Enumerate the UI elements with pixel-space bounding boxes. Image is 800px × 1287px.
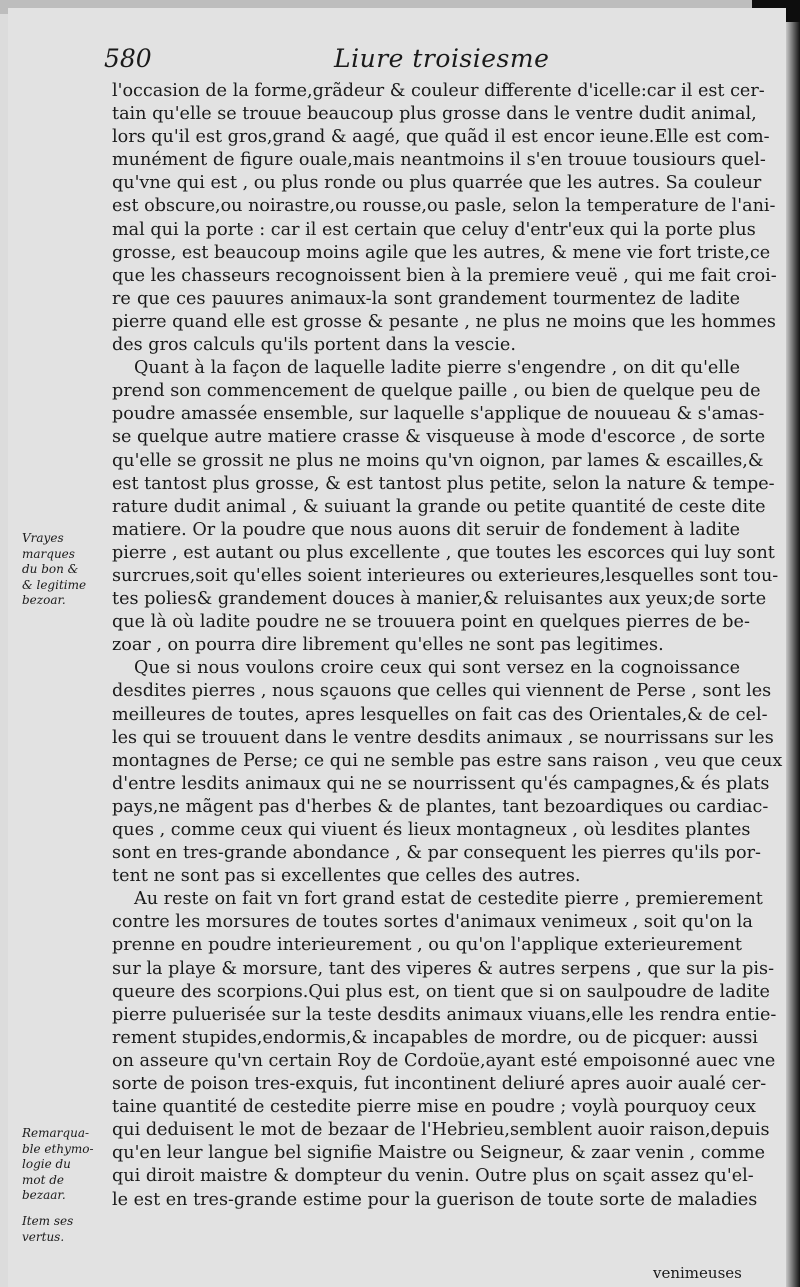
text-line: des gros calculs qu'ils portent dans la vescie.: [112, 335, 516, 356]
text-line: Au reste on fait vn fort grand estat de cestedite pierre , premierement: [134, 889, 763, 910]
page-binding-shadow: [786, 0, 800, 1287]
text-line: queure des scorpions.Qui plus est, on tient que si on saulpoudre de ladite: [112, 981, 770, 1002]
body-text: [112, 80, 783, 1212]
text-line: est obscure,ou noirastre,ou rousse,ou pasle, selon la temperature de l'ani-: [112, 196, 776, 217]
text-line: re que ces pauures animaux-la sont grandement tourmentez de ladite: [112, 288, 740, 309]
text-line: l'occasion de la forme,grãdeur & couleur differente d'icelle:car il est cer-: [112, 81, 765, 101]
text-line: contre les morsures de toutes sortes d'animaux venimeux , soit qu'on la: [112, 912, 753, 933]
page-number: 580: [104, 44, 152, 73]
page-header: [104, 44, 744, 80]
text-line: les qui se trouuent dans le ventre desdits animaux , se nourrissans sur les: [112, 727, 774, 748]
text-line: qu'en leur langue bel signifie Maistre ou Seigneur, & zaar venin , comme: [112, 1143, 766, 1164]
margin-note-line: Item ses: [22, 1214, 74, 1228]
text-line: taine quantité de cestedite pierre mise en poudre ; voylà pourquoy ceux: [112, 1097, 756, 1118]
margin-note-line: Remarqua-: [22, 1126, 90, 1140]
text-line: qu'vne qui est , ou plus ronde ou plus quarrée que les autres. Sa couleur: [112, 173, 762, 194]
text-line: d'entre lesdits animaux qui ne se nourrissent qu'és campagnes,& és plats: [112, 773, 770, 794]
margin-note-line: vertus.: [22, 1229, 65, 1244]
text-line: surcrues,soit qu'elles soient interieures ou exterieures,lesquelles sont tou-: [112, 565, 779, 586]
text-line: Quant à la façon de laquelle ladite pierre s'engendre , on dit qu'elle: [134, 358, 740, 379]
text-line: rature dudit animal , & suiuant la grande ou petite quantité de ceste dite: [112, 496, 766, 517]
text-line: rement stupides,endormis,& incapables de mordre, ou de picquer: aussi: [112, 1027, 758, 1048]
margin-note-line: logie du: [22, 1157, 71, 1171]
text-line: sont en tres-grande abondance , & par consequent les pierres qu'ils por-: [112, 843, 761, 864]
text-line: tain qu'elle se trouue beaucoup plus grosse dans le ventre dudit animal,: [112, 104, 757, 125]
text-line: zoar , on pourra dire librement qu'elles ne sont pas legitimes.: [112, 635, 664, 656]
text-line: est tantost plus grosse, & est tantost plus petite, selon la nature & tempe-: [112, 473, 775, 494]
text-line: Que si nous voulons croire ceux qui sont versez en la cognoissance: [134, 658, 740, 679]
text-line: lors qu'il est gros,grand & aagé, que quãd il est encor ieune.Elle est com-: [112, 127, 770, 148]
text-line: pierre , est autant ou plus excellente , que toutes les escorces qui luy sont: [112, 542, 775, 563]
text-line: que là où ladite poudre ne se trouuera point en quelques pierres de be-: [112, 612, 750, 633]
text-line: grosse, est beaucoup moins agile que les autres, & mene vie fort triste,ce: [112, 242, 771, 263]
text-line: qu'elle se grossit ne plus ne moins qu'vn oignon, par lames & escailles,&: [112, 450, 764, 471]
margin-note-vrayes-marques: [22, 531, 102, 609]
margin-note-line: & legitime: [22, 577, 87, 592]
text-line: ques , comme ceux qui viuent és lieux montagneux , où lesdites plantes: [112, 820, 751, 840]
text-line: pierre puluerisée sur la teste desdits animaux viuans,elle les rendra entie-: [112, 1004, 777, 1025]
text-line: se quelque autre matiere crasse & visqueuse à mode d'escorce , de sorte: [112, 427, 766, 448]
margin-note-line: marques: [22, 546, 75, 561]
text-line: tes polies& grandement douces à manier,& reluisantes aux yeux;de sorte: [112, 589, 767, 610]
text-line: poudre amassée ensemble, sur laquelle s'applique de nouueau & s'amas-: [112, 404, 765, 425]
text-line: qui diroit maistre & dompteur du venin. Outre plus on sçait assez qu'el-: [112, 1166, 754, 1187]
margin-note-line: mot de: [22, 1172, 65, 1187]
margin-note-vertus: [22, 1214, 102, 1245]
running-title: Liure troisiesme: [334, 44, 550, 73]
text-line: on asseure qu'vn certain Roy de Cordoüe,ayant esté empoisonné auec vne: [112, 1050, 776, 1071]
text-line: le est en tres-grande estime pour la guerison de toute sorte de maladies: [112, 1189, 758, 1210]
text-line: pierre quand elle est grosse & pesante , ne plus ne moins que les hommes: [112, 311, 776, 332]
text-line: qui deduisent le mot de bezaar de l'Hebrieu,semblent auoir raison,depuis: [112, 1120, 770, 1141]
book-page: [8, 8, 786, 1287]
text-line: tent ne sont pas si excellentes que celles des autres.: [112, 866, 581, 887]
text-line: montagnes de Perse; ce qui ne semble pas estre sans raison , veu que ceux: [112, 750, 783, 771]
text-line: meilleures de toutes, apres lesquelles on fait cas des Orientales,& de cel-: [112, 704, 768, 725]
margin-note-line: du bon &: [22, 562, 79, 576]
text-line: prend son commencement de quelque paille , ou bien de quelque peu de: [112, 381, 761, 402]
text-line: munément de figure ouale,mais neantmoins il s'en trouue tousiours quel-: [112, 150, 766, 171]
text-line: pays,ne mãgent pas d'herbes & de plantes, tant bezoardiques ou cardiac-: [112, 796, 769, 817]
text-line: que les chasseurs recognoissent bien à la premiere veuë , qui me fait croi-: [112, 265, 777, 286]
margin-note-line: Vrayes: [22, 531, 64, 545]
text-line: matiere. Or la poudre que nous auons dit seruir de fondement à ladite: [112, 519, 740, 540]
margin-note-line: ble ethymo-: [22, 1141, 94, 1156]
catchword: venimeuses: [653, 1264, 742, 1282]
text-line: sur la playe & morsure, tant des viperes & autres serpens , que sur la pis-: [112, 958, 775, 979]
text-line: desdites pierres , nous sçauons que celles qui viennent de Perse , sont les: [112, 681, 772, 702]
margin-note-line: bezaar.: [22, 1188, 66, 1202]
text-line: mal qui la porte : car il est certain que celuy d'entr'eux qui la porte plus: [112, 219, 756, 240]
text-line: prenne en poudre interieurement , ou qu'on l'applique exterieurement: [112, 935, 742, 956]
margin-note-ethymologie: [22, 1126, 102, 1204]
margin-note-line: bezoar.: [22, 593, 66, 607]
text-line: sorte de poison tres-exquis, fut incontinent deliuré apres auoir aualé cer-: [112, 1074, 767, 1095]
